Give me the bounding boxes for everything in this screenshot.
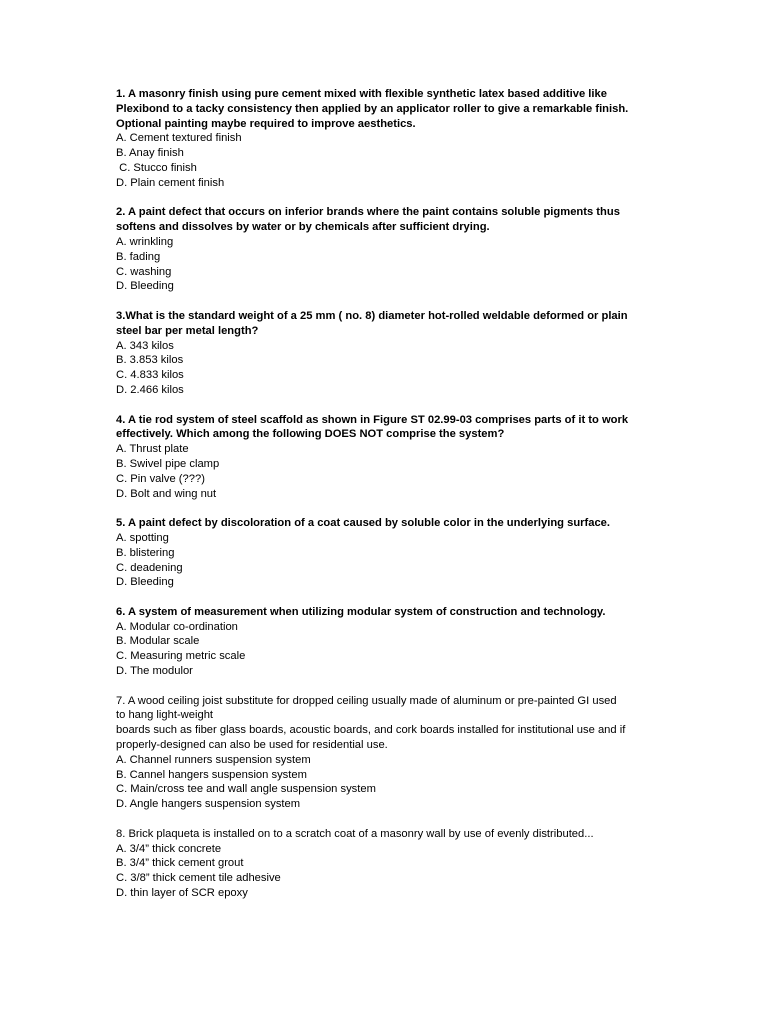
question-stem-line: effectively. Which among the following DOES NOT comprise the system? bbox=[116, 428, 505, 441]
question-stem-line: to hang light-weight bbox=[116, 709, 214, 722]
question-stem bbox=[116, 827, 661, 842]
question-stem-line: Optional painting maybe required to improve aesthetics. bbox=[116, 117, 416, 130]
answer-option: B. Swivel pipe clamp bbox=[116, 457, 220, 470]
answer-option: A. spotting bbox=[116, 531, 169, 544]
answer-option: B. fading bbox=[116, 250, 161, 263]
answer-option: D. Bleeding bbox=[116, 280, 174, 293]
answer-option: A. wrinkling bbox=[116, 235, 174, 248]
answer-option: C. Main/cross tee and wall angle suspension system bbox=[116, 783, 376, 796]
question-stem-line: 1. A masonry finish using pure cement mixed with flexible synthetic latex based additive like bbox=[116, 88, 607, 100]
answer-option: A. Channel runners suspension system bbox=[116, 753, 311, 766]
question-5 bbox=[116, 516, 661, 590]
question-stem bbox=[116, 87, 661, 131]
question-stem-line: steel bar per metal length? bbox=[116, 324, 259, 337]
question-stem-line: boards such as fiber glass boards, acoustic boards, and cork boards installed for institutional use and if bbox=[116, 724, 626, 737]
question-2 bbox=[116, 205, 661, 294]
answer-option: C. Stucco finish bbox=[116, 161, 197, 174]
question-stem-line: 5. A paint defect by discoloration of a coat caused by soluble color in the underlying surface. bbox=[116, 517, 611, 530]
question-stem bbox=[116, 413, 661, 443]
document-page bbox=[116, 87, 661, 916]
question-stem-line: 6. A system of measurement when utilizing modular system of construction and technology. bbox=[116, 605, 606, 618]
answer-option: C. deadening bbox=[116, 561, 183, 574]
question-1 bbox=[116, 87, 661, 191]
answer-option: D. Bleeding bbox=[116, 576, 174, 589]
question-stem-line: 8. Brick plaqueta is installed on to a scratch coat of a masonry wall by use of evenly distributed... bbox=[116, 827, 594, 840]
question-stem-line: softens and dissolves by water or by chemicals after sufficient drying. bbox=[116, 221, 490, 234]
answer-option: D. The modulor bbox=[116, 665, 193, 678]
answer-option: D. Plain cement finish bbox=[116, 176, 225, 189]
question-stem-line: 7. A wood ceiling joist substitute for dropped ceiling usually made of aluminum or pre-painted GI used bbox=[116, 694, 617, 707]
answer-option: C. 3/8” thick cement tile adhesive bbox=[116, 872, 281, 885]
question-stem bbox=[116, 694, 661, 753]
question-4 bbox=[116, 413, 661, 502]
answer-option: D. thin layer of SCR epoxy bbox=[116, 887, 248, 900]
question-7 bbox=[116, 694, 661, 812]
answer-option: B. Cannel hangers suspension system bbox=[116, 768, 307, 781]
answer-option: A. Thrust plate bbox=[116, 443, 189, 456]
answer-option: A. Modular co-ordination bbox=[116, 620, 238, 633]
answer-option: D. Angle hangers suspension system bbox=[116, 798, 301, 811]
question-stem bbox=[116, 516, 661, 531]
answer-option: B. Anay finish bbox=[116, 147, 184, 160]
question-stem bbox=[116, 205, 661, 235]
answer-option: A. 3/4” thick concrete bbox=[116, 842, 222, 855]
answer-option: B. blistering bbox=[116, 546, 175, 559]
answer-option: C. Pin valve (???) bbox=[116, 472, 205, 485]
answer-option: D. Bolt and wing nut bbox=[116, 487, 217, 500]
answer-option: D. 2.466 kilos bbox=[116, 383, 184, 396]
question-8 bbox=[116, 827, 661, 901]
question-stem bbox=[116, 309, 661, 339]
question-6 bbox=[116, 605, 661, 679]
question-stem-line: 2. A paint defect that occurs on inferior brands where the paint contains soluble pigments thus bbox=[116, 206, 620, 219]
answer-option: B. 3/4” thick cement grout bbox=[116, 857, 244, 870]
answer-option: A. 343 kilos bbox=[116, 339, 174, 352]
answer-option: C. washing bbox=[116, 265, 172, 278]
answer-option: B. 3.853 kilos bbox=[116, 354, 184, 367]
question-3 bbox=[116, 309, 661, 398]
answer-option: C. Measuring metric scale bbox=[116, 650, 246, 663]
answer-option: B. Modular scale bbox=[116, 635, 200, 648]
answer-option: A. Cement textured finish bbox=[116, 132, 242, 145]
question-stem-line: 4. A tie rod system of steel scaffold as shown in Figure ST 02.99-03 comprises parts of it to work bbox=[116, 413, 629, 426]
question-stem bbox=[116, 605, 661, 620]
answer-option: C. 4.833 kilos bbox=[116, 369, 184, 382]
question-stem-line: Plexibond to a tacky consistency then applied by an applicator roller to give a remarkable finish. bbox=[116, 102, 629, 115]
question-stem-line: properly-designed can also be used for residential use. bbox=[116, 739, 388, 752]
question-stem-line: 3.What is the standard weight of a 25 mm ( no. 8) diameter hot-rolled weldable deformed or plain bbox=[116, 309, 628, 322]
